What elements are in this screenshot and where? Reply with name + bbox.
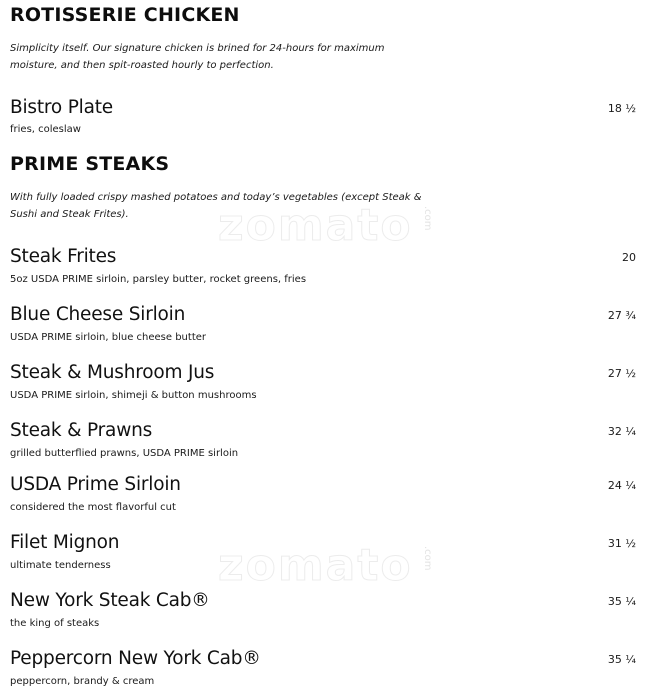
menu-item-price: 32 ¼ (607, 425, 636, 438)
menu-item-description: the king of steaks (10, 618, 100, 629)
menu-item-price: 24 ¼ (607, 479, 636, 492)
menu-item-price: 35 ¼ (607, 653, 636, 666)
menu-item-name: Blue Cheese Sirloin (10, 304, 186, 325)
menu-item-name: Steak & Prawns (10, 420, 153, 441)
menu-item-price: 31 ½ (607, 537, 636, 550)
menu-item-name: Bistro Plate (10, 97, 113, 118)
menu-item-price: 20 (622, 251, 636, 264)
section-title-prime-steaks: PRIME STEAKS (10, 153, 170, 175)
watermark-top: zomato (218, 200, 413, 251)
menu-item-name: New York Steak Cab® (10, 590, 210, 611)
menu-item-name: Filet Mignon (10, 532, 120, 553)
section-description-rotisserie-chicken: Simplicity itself. Our signature chicken is brined for 24-hours for maximum moisture, and then spit-roasted hourly to perfection. (10, 43, 385, 71)
menu-item-description: fries, coleslaw (10, 124, 81, 135)
menu-item-description: USDA PRIME sirloin, shimeji & button mushrooms (10, 390, 257, 401)
menu-item-description: 5oz USDA PRIME sirloin, parsley butter, rocket greens, fries (10, 274, 307, 285)
watermark-top-suffix: .com (422, 206, 433, 231)
menu-item-price: 18 ½ (607, 102, 636, 115)
menu-item-name: Peppercorn New York Cab® (10, 648, 261, 669)
section-description-prime-steaks: With fully loaded crispy mashed potatoes and today’s vegetables (except Steak & Sushi and Steak Frites). (10, 192, 422, 220)
section-title-rotisserie-chicken: ROTISSERIE CHICKEN (10, 4, 240, 26)
menu-item-description: considered the most flavorful cut (10, 502, 176, 513)
watermark-bottom-suffix: .com (422, 546, 433, 571)
menu-item-name: Steak Frites (10, 246, 117, 267)
menu-item-description: USDA PRIME sirloin, blue cheese butter (10, 332, 207, 343)
menu-item-name: Steak & Mushroom Jus (10, 362, 215, 383)
menu-item-description: grilled butterflied prawns, USDA PRIME sirloin (10, 448, 239, 459)
menu-item-description: ultimate tenderness (10, 560, 111, 571)
menu-item-price: 27 ¾ (607, 309, 636, 322)
menu-item-price: 35 ¼ (607, 595, 636, 608)
menu-item-name: USDA Prime Sirloin (10, 474, 181, 495)
watermark-bottom: zomato (218, 540, 413, 591)
menu-item-price: 27 ½ (607, 367, 636, 380)
menu-item-description: peppercorn, brandy & cream (10, 676, 155, 687)
